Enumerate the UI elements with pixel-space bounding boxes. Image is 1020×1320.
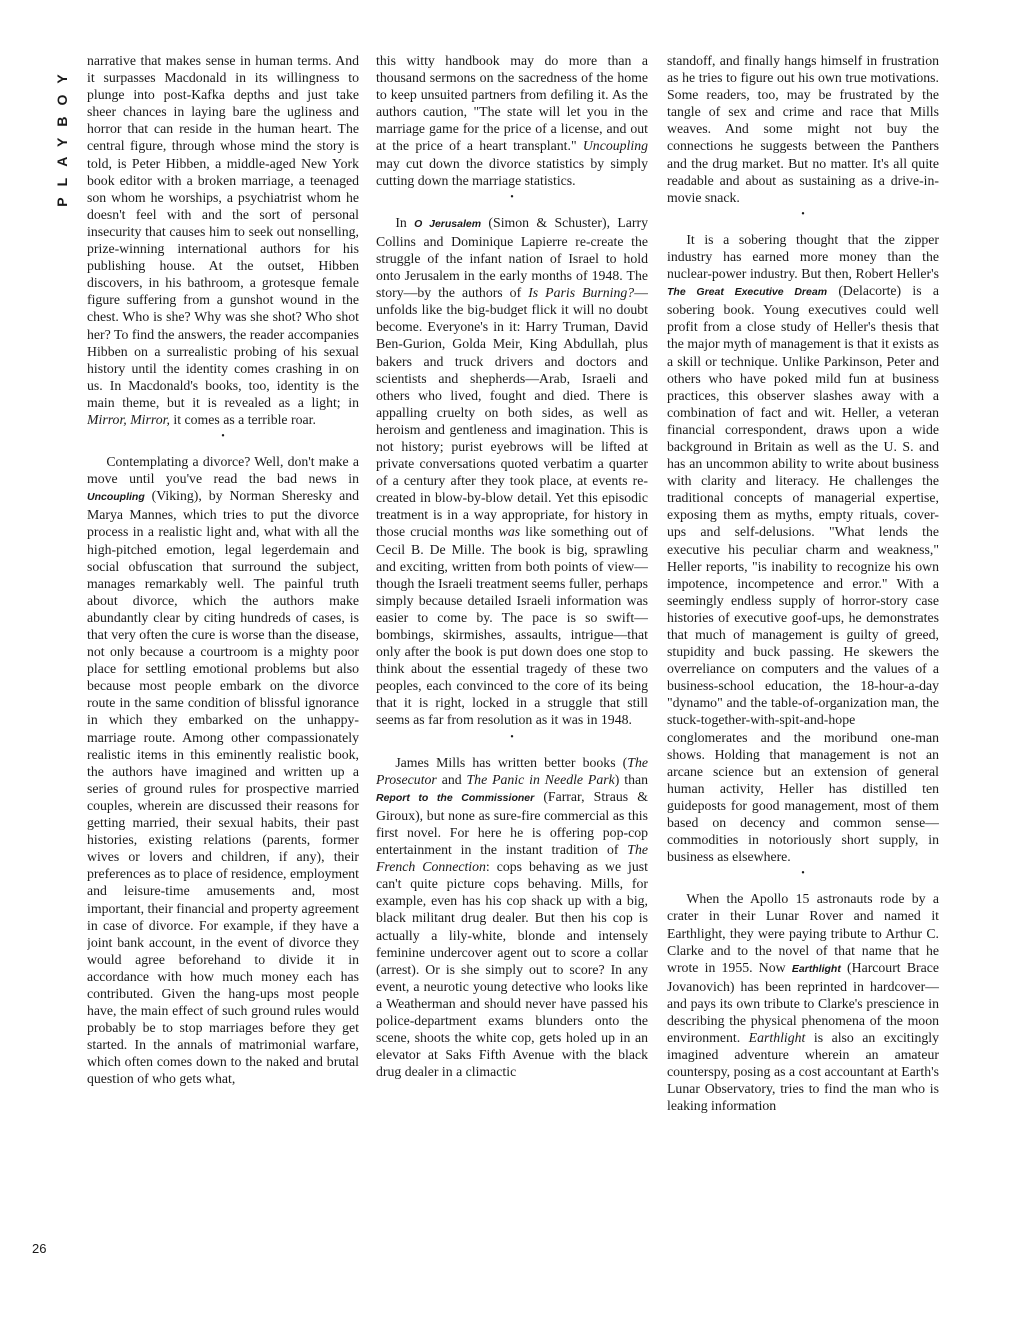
text-run: and <box>436 771 467 787</box>
text-run: (Farrar, Straus & Giroux), but none as sure-fire commercial as this first novel. For here he is offering pop-cop entertainment in the instant tradition of <box>376 788 648 858</box>
text-run: (Harcourt Brace Jovanovich) has been reprinted in hardcover—and pays its own tribute to Clarke's prescience in describing the physical phenomena of the moon environment. <box>667 959 939 1046</box>
book-title: Report to the Commissioner <box>376 791 535 804</box>
text-run: this witty handbook may do more than a thousand sermons on the sacredness of the home to keep unsuited partners from defiling it. As the authors caution, "The state will let you in the marriage game for the price of a license, and out at the price of a heart transplant." <box>376 53 648 154</box>
text-run: may cut down the divorce statistics by simply cutting down the marriage statistics. <box>376 155 648 188</box>
italic-text: Earthlight <box>748 1030 806 1046</box>
italic-text: The Prosecutor <box>376 754 648 787</box>
paragraph <box>87 453 359 1087</box>
paragraph <box>376 754 648 1081</box>
column-1 <box>87 52 359 1267</box>
paragraph <box>87 52 359 428</box>
text-run: In <box>395 214 415 230</box>
text-run: Contemplating a divorce? Well, don't make a move until you've read the bad news in <box>87 454 359 487</box>
italic-text: Uncoupling <box>582 138 648 154</box>
masthead <box>52 50 72 220</box>
italic-text: The French Connection <box>376 842 648 875</box>
text-run: ) than <box>614 771 648 787</box>
paragraph <box>376 214 648 729</box>
page-number: 26 <box>32 1241 47 1256</box>
text-run: (Simon & Schuster), Larry Collins and Dominique Lapierre re-create the struggle of the infant nation of Israel to hold onto Jerusalem in the early months of 1948. The story—by the authors of <box>376 214 648 301</box>
text-run: narrative that makes sense in human terms. And it surpasses Macdonald in its willingness to plunge into post-Kafka depths and just take sheer chances in laying bare the ugliness and horror that can reside in the human heart. The central figure, through whose mind the story is told, is Peter Hibben, a middle-aged New York book editor with a broken marriage, a teenaged son whom he worships, a psychiatrist whom he doesn't feel with and the sort of personal insecurity that causes him to seek out nonselling, prize-winning international authors for his publishing house. At the outset, Hibben discovers, in his bathroom, a grotesque female figure suffering from a gunshot wound in the chest. Who is she? Why was she shot? Who shot her? To find the answers, the reader accompanies Hibben on a surrealistic probing of his sexual history until the identity comes crashing in on us. In Macdonald's books, too, identity is the main theme, but it is revealed as a light; in <box>87 53 359 410</box>
text-run: is also an excitingly imagined adventure wherein an amateur counterspy, posing as a cost accountant at Earth's Lunar Observatory, tries to find the man who is leaking information <box>667 1030 939 1114</box>
masthead-text: PLAYBOY <box>54 63 70 207</box>
text-run: like something out of Cecil B. De Mille. The book is big, sprawling and exciting, written from both points of view—though the Israeli treatment seems fuller, perhaps simply because detailed Israeli information was easier to come by. The pace is so swift—bombings, skirmishes, assaults, intrigue—that only after the book is put down does one stop to think about the essential tragedy of these two peoples, each convinced to the core of its being that it is right, locked in a struggle that still seems as far from resolution as it was in 1948. <box>376 524 648 728</box>
section-separator: • <box>221 431 225 443</box>
text-run: : cops behaving as we just can't quite picture cops behaving. Mills, for example, even has his cop shack up with a big, black militant drug dealer. But then his cop is actually a lily-white, blonde and intensely feminine undercover agent out to score a collar (arrest). Or is she simply out to score? In any event, a neurotic young detective who looks like a Weatherman and should never have passed his police-department exams blunders onto the scene, shoots the white cop, gets holed up in an elevator at Saks Fifth Avenue with the black drug dealer in a climactic <box>376 859 648 1080</box>
text-run: (Delacorte) is a sobering book. Young executives could well profit from a close study of Heller's thesis that the major myth of management is that it exists as a skill or technique. Unlike Parkinson, Peter and others who have poked mild fun at business practices, this observer slashes away with a combination of fact and wit. Heller, a veteran financial correspondent, draws upon a wide background in Britain as well as the U. S. and has an uncommon ability to write about business with clarity and literacy. He challenges the traditional concepts of managerial expertise, exposing them as myths, empty rituals, cover-ups and self-delusions. "What lends the executive his peculiar charm and weakness," Heller reports, "is inability to recognize his own impotence, incompetence and error." With a seemingly endless supply of horror-story case histories of executive goof-ups, he demonstrates that much of management is guilty of greed, stupidity and buck passing. He skewers the overreliance on computers and the values of a business-school education, the 18-hour-a-day "dynamo" and the table-of-organization man, the stuck-together-with-spit-and-hope conglomerates and the moribund one-man shows. Holding that management is not an arcane science but an extension of general human activity, Heller has distilled ten guideposts for good management, most of them based on decency and common sense—commodities in notoriously short supply, in business as elsewhere. <box>667 283 939 865</box>
column-3 <box>667 52 939 1267</box>
section-separator: • <box>510 191 514 203</box>
text-run: When the Apollo 15 astronauts rode by a crater in their Lunar Rover and named it Earthlight, they were paying tribute to Arthur C. Clarke and to the novel of that name that he wrote in 1955. Now <box>667 891 939 975</box>
text-run: standoff, and finally hangs himself in frustration as he tries to figure out his own true motivations. Some readers, too, may be frustrated by the tangle of sex and crime and race that Mills weaves. And some might not buy the connections he suggests between the Panthers and the drug market. But no matter. It's all quite readable and about as sustaining as a drive-in-movie snack. <box>667 53 939 205</box>
text-run: It is a sobering thought that the zipper industry has earned more money than the nuclear-power industry. But then, Robert Heller's <box>667 231 939 282</box>
paragraph <box>667 231 939 865</box>
paragraph <box>667 890 939 1114</box>
section-separator: • <box>510 731 514 743</box>
book-title: Earthlight <box>791 962 841 975</box>
italic-text: was <box>498 524 521 540</box>
section-separator: • <box>801 208 805 220</box>
text-run: James Mills has written better books ( <box>395 754 628 770</box>
paragraph <box>376 52 648 189</box>
text-run: it comes as a terrible roar. <box>169 411 316 427</box>
text-run: —unfolds like the big-budget flick it will no doubt become. Everyone's in it: Harry Truman, David Ben-Gurion, Golda Meir, King Abdullah, plus bakers and truck drivers and doctors and scientists and shepherds—Arab, Israeli and others who lived, fought and died. There is appalling cruelty on both sides, as well as heroism and gentleness and imagination. This is not history; purist eyebrows will be lifted at private conversations quoted verbatim a quarter of a century after they took place, at events re-created in blow-by-blow detail. Yet this episodic treatment is in a way appropriate, for history in those crucial months <box>376 285 648 540</box>
book-title: Uncoupling <box>87 491 145 504</box>
book-title: O Jerusalem <box>414 217 482 230</box>
italic-text: Mirror, Mirror, <box>87 411 170 427</box>
italic-text: The Panic in Needle Park <box>466 771 615 787</box>
italic-text: Is Paris Burning? <box>528 285 635 301</box>
section-separator: • <box>801 868 805 880</box>
paragraph <box>667 52 939 206</box>
text-run: (Viking), by Norman Sheresky and Marya Mannes, which tries to put the divorce process in a realistic light and, what with all the high-pitched emotion, legal legerdemain and social obfuscation that surround the subject, manages remarkably well. The painful truth about divorce, which the authors make abundantly clear by citing hundreds of cases, is that very often the cure is worse than the disease, not only because a courtroom is a mighty poor place for settling emotional problems but also because most people embark on the divorce route in the same condition of blissful ignorance in which they embarked on the unhappy-marriage route. Among other compassionately realistic items in this eminently realistic book, the authors have imagined and written up a series of ground rules for prospective married couples, wherein are discussed their reasons for getting married, their sexual habits, their past histories, existing relations (parents, former wives or lovers and children, if any), their preferences as to place of residence, employment and leisure-time amusements and, most important, their financial and property agreement in case of divorce. For example, if they have a joint bank account, in the event of divorce they would agree beforehand to divide it in accordance with how much money each has contributed. Given the hang-ups most people have, the main effect of such ground rules would probably be to stop marriages before they get started. In the annals of matrimonial warfare, which often comes down to the naked and brutal question of who gets what, <box>87 488 359 1087</box>
book-title: The Great Executive Dream <box>667 286 828 299</box>
column-2 <box>376 52 648 1267</box>
